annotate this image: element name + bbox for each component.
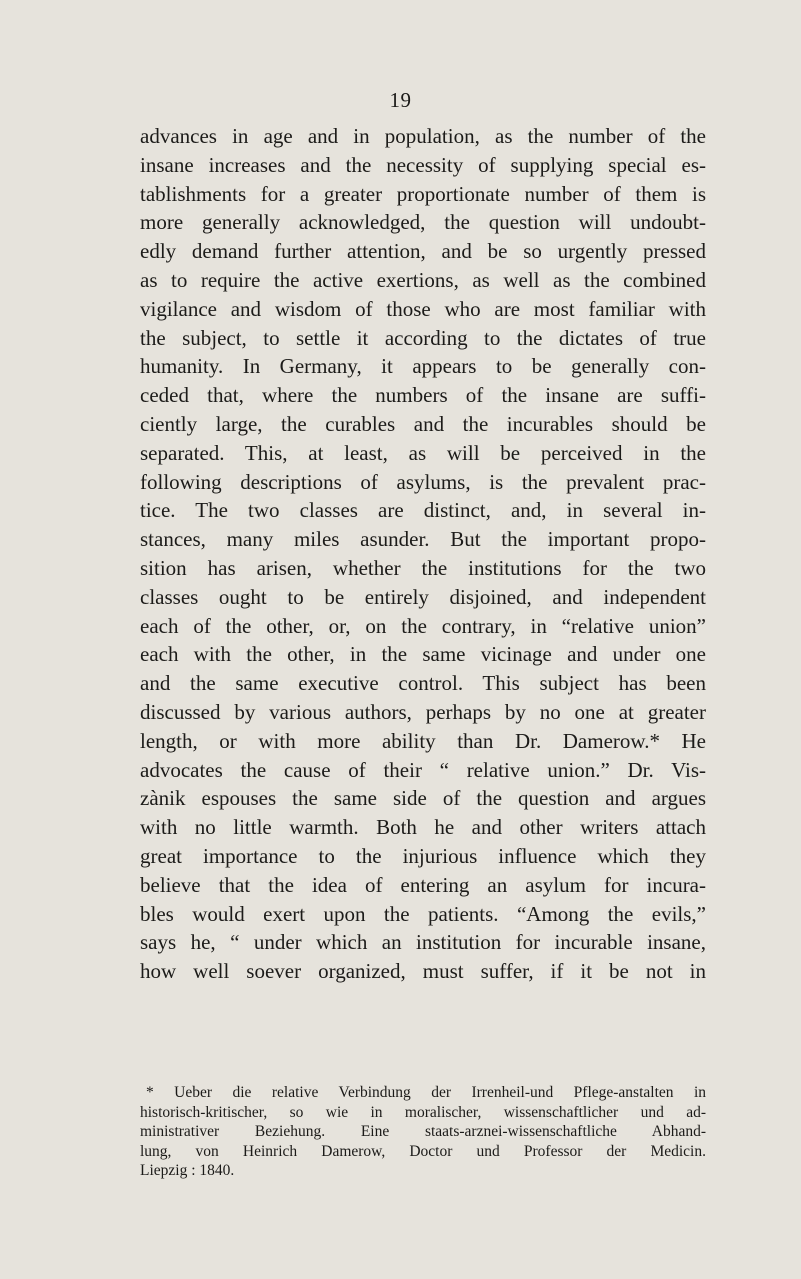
text-line: separated. This, at least, as will be perceived in the: [140, 440, 706, 465]
text-line: with no little warmth. Both he and other writers attach: [140, 815, 706, 840]
text-line: discussed by various authors, perhaps by no one at greater: [140, 699, 706, 724]
text-line: and the same executive control. This subject has been: [140, 671, 706, 696]
text-line: as to require the active exertions, as well as the combined: [140, 267, 706, 292]
text-line: how well soever organized, must suffer, if it be not in: [140, 959, 706, 984]
footnote-line: Liepzig : 1840.: [140, 1162, 235, 1179]
text-line: more generally acknowledged, the question will undoubt-: [140, 210, 706, 235]
text-line: zànik espouses the same side of the question and argues: [140, 786, 706, 811]
footnote-line: * Ueber die relative Verbindung der Irrenheil-und Pflege-anstalten in: [146, 1084, 706, 1101]
text-line: vigilance and wisdom of those who are most familiar with: [140, 296, 706, 321]
text-line: tablishments for a greater proportionate number of them is: [140, 181, 706, 206]
text-line: edly demand further attention, and be so urgently pressed: [140, 239, 706, 264]
text-line: each with the other, in the same vicinage and under one: [140, 642, 706, 667]
text-line: stances, many miles asunder. But the important propo-: [140, 527, 706, 552]
text-line: advocates the cause of their “ relative union.” Dr. Vis-: [140, 757, 706, 782]
text-line: believe that the idea of entering an asylum for incura-: [140, 872, 706, 897]
text-line: says he, “ under which an institution for incurable insane,: [140, 930, 706, 955]
text-line: ciently large, the curables and the incurables should be: [140, 411, 706, 436]
text-line: ceded that, where the numbers of the insane are suffi-: [140, 383, 706, 408]
text-line: each of the other, or, on the contrary, in “relative union”: [140, 613, 706, 638]
text-line: the subject, to settle it according to the dictates of true: [140, 325, 706, 350]
footnote-line: ministrativer Beziehung. Eine staats-arznei-wissenschaftliche Abhand-: [140, 1123, 706, 1140]
footnote-line: lung, von Heinrich Damerow, Doctor und Professor der Medicin.: [140, 1142, 706, 1160]
text-line: length, or with more ability than Dr. Damerow.* He: [140, 728, 706, 753]
text-line: following descriptions of asylums, is the prevalent prac-: [140, 469, 706, 494]
footnote-line: historisch-kritischer, so wie in moralischer, wissenschaftlicher und ad-: [140, 1103, 706, 1121]
text-line: bles would exert upon the patients. “Among the evils,”: [140, 901, 706, 926]
text-line: humanity. In Germany, it appears to be generally con-: [140, 354, 706, 379]
body-text: [140, 122, 706, 986]
text-line: sition has arisen, whether the institutions for the two: [140, 555, 706, 580]
text-line: classes ought to be entirely disjoined, and independent: [140, 584, 706, 609]
text-line: insane increases and the necessity of supplying special es-: [140, 152, 706, 177]
text-line: great importance to the injurious influence which they: [140, 843, 706, 868]
footnote: [140, 1083, 706, 1181]
text-line: tice. The two classes are distinct, and, in several in-: [140, 498, 706, 523]
text-line: advances in age and in population, as the number of the: [140, 124, 706, 148]
page-number: 19: [389, 88, 412, 112]
